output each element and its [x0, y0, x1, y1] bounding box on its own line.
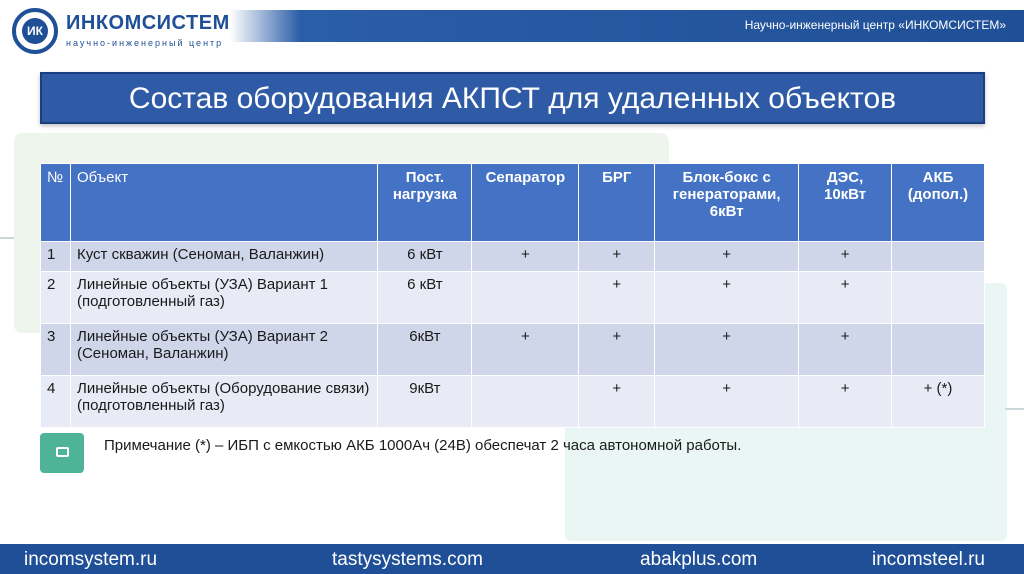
cell-num: 2: [41, 272, 71, 324]
header-separator: Сепаратор: [472, 164, 579, 242]
cell-des: +: [799, 272, 892, 324]
header-load: Пост. нагрузка: [378, 164, 472, 242]
logo-name: ИНКОМСИСТЕМ: [66, 12, 230, 34]
table-row: [41, 242, 985, 272]
briefcase-icon: [40, 433, 84, 473]
cell-separator: +: [472, 324, 579, 376]
company-logo: [12, 8, 242, 54]
cell-des: +: [799, 242, 892, 272]
cell-brg: +: [579, 376, 655, 428]
cell-load: 9кВт: [378, 376, 472, 428]
header-num: №: [41, 164, 71, 242]
footer-link-incomsteel[interactable]: incomsteel.ru: [872, 549, 985, 570]
cell-blockbox: +: [655, 324, 799, 376]
cell-blockbox: +: [655, 242, 799, 272]
logo-subtitle: научно-инженерный центр: [66, 38, 224, 48]
cell-akb: [892, 272, 985, 324]
briefcase-icon-glyph: [56, 447, 69, 457]
cell-brg: +: [579, 272, 655, 324]
logo-mark: [12, 8, 58, 54]
header-akb: АКБ (допол.): [892, 164, 985, 242]
table-row: [41, 324, 985, 376]
cell-akb: + (*): [892, 376, 985, 428]
cell-separator: [472, 272, 579, 324]
cell-akb: [892, 242, 985, 272]
header-blockbox: Блок-бокс с генераторами, 6кВт: [655, 164, 799, 242]
slide-title: Состав оборудования АКПСТ для удаленных объектов: [128, 82, 897, 115]
cell-load: 6кВт: [378, 324, 472, 376]
logo-mark-letters: ИК: [22, 18, 48, 44]
footer-bar: [0, 544, 1024, 574]
cell-brg: +: [579, 324, 655, 376]
footer-link-abakplus[interactable]: abakplus.com: [640, 549, 758, 570]
table-header-row: [41, 164, 985, 242]
footnote: Примечание (*) – ИБП с емкостью АКБ 1000Ач (24В) обеспечат 2 часа автономной работы.: [104, 437, 742, 454]
cell-object: Линейные объекты (УЗА) Вариант 2 (Сеноман, Валанжин): [70, 324, 377, 376]
cell-load: 6 кВт: [378, 272, 472, 324]
org-caption: Научно-инженерный центр «ИНКОМСИСТЕМ»: [744, 18, 1006, 32]
cell-akb: [892, 324, 985, 376]
table-row: [41, 272, 985, 324]
slide-title-box: [40, 72, 985, 124]
cell-num: 3: [41, 324, 71, 376]
decorative-line-left: [0, 237, 14, 239]
cell-brg: +: [579, 242, 655, 272]
equipment-table: [40, 163, 985, 428]
header-des: ДЭС, 10кВт: [799, 164, 892, 242]
footer-link-tastysystems[interactable]: tastysystems.com: [332, 549, 483, 570]
cell-blockbox: +: [655, 272, 799, 324]
cell-separator: [472, 376, 579, 428]
footer-link-incomsystem[interactable]: incomsystem.ru: [24, 549, 158, 570]
cell-num: 1: [41, 242, 71, 272]
cell-num: 4: [41, 376, 71, 428]
cell-object: Куст скважин (Сеноман, Валанжин): [70, 242, 377, 272]
cell-separator: +: [472, 242, 579, 272]
cell-object: Линейные объекты (Оборудование связи) (подготовленный газ): [70, 376, 377, 428]
header-object: Объект: [70, 164, 377, 242]
table-row: [41, 376, 985, 428]
decorative-line-right: [1005, 408, 1024, 410]
header-brg: БРГ: [579, 164, 655, 242]
cell-blockbox: +: [655, 376, 799, 428]
cell-object: Линейные объекты (УЗА) Вариант 1 (подготовленный газ): [70, 272, 377, 324]
cell-des: +: [799, 324, 892, 376]
cell-des: +: [799, 376, 892, 428]
cell-load: 6 кВт: [378, 242, 472, 272]
